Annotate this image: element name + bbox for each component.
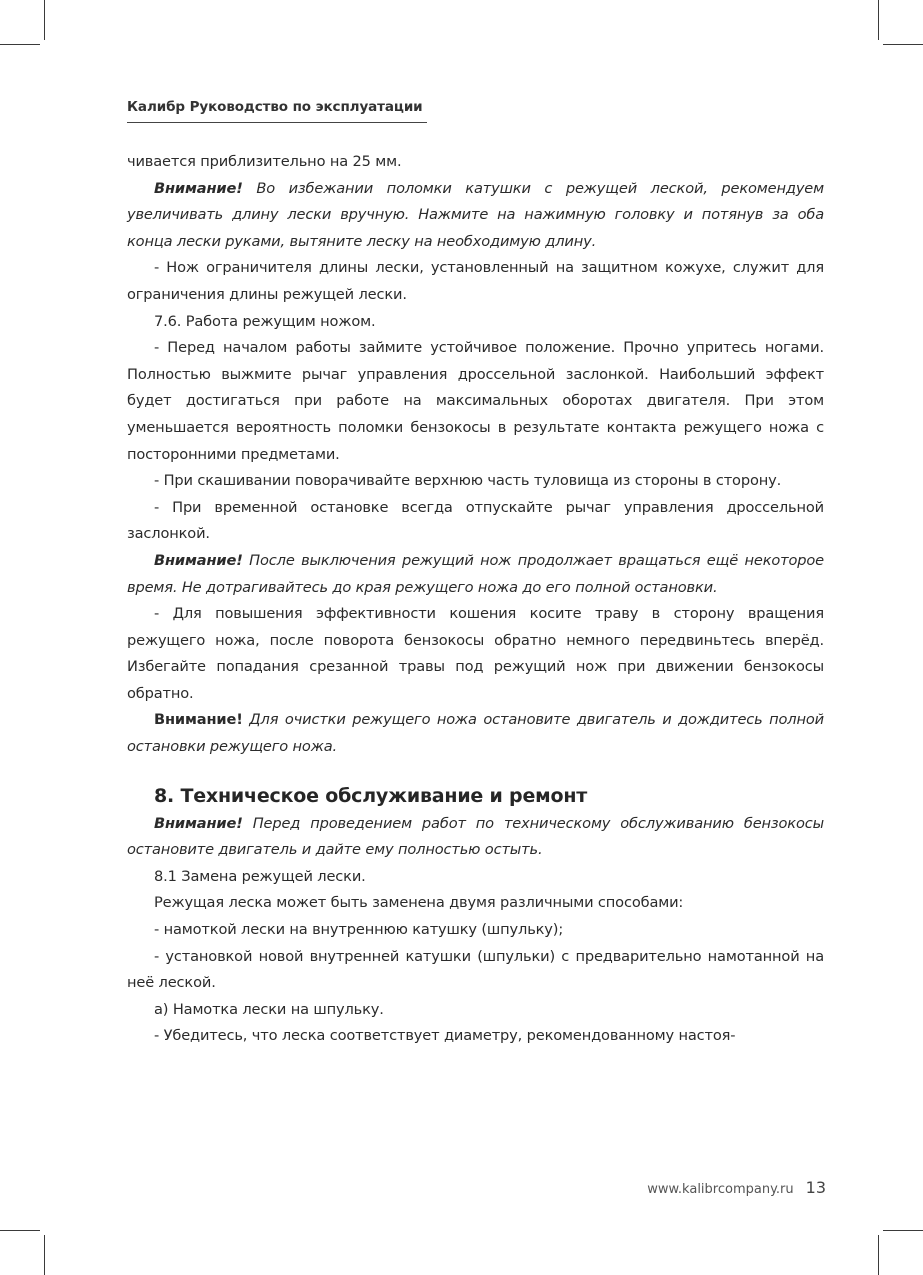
- crop-mark: [44, 0, 45, 40]
- running-header: Калибр Руководство по эксплуатации: [127, 99, 423, 115]
- paragraph: - При скашивании поворачивайте верхнюю часть туловища из стороны в сторону.: [154, 472, 782, 490]
- warning-text: Для очистки режущего ножа остановите двигатель и дождитесь полной остановки режущего ножа.: [127, 711, 824, 756]
- crop-mark: [44, 1235, 45, 1275]
- crop-mark: [0, 44, 40, 45]
- warning-paragraph: [127, 176, 824, 256]
- warning-paragraph: [127, 811, 824, 864]
- crop-mark: [883, 1230, 923, 1231]
- warning-paragraph: [127, 707, 824, 760]
- warning-paragraph: [127, 548, 824, 601]
- paragraph: а) Намотка лески на шпульку.: [154, 1000, 384, 1018]
- paragraph: чивается приблизительно на 25 мм.: [127, 153, 402, 170]
- warning-label: Внимание!: [154, 814, 243, 832]
- list-item: - установкой новой внутренней катушки (шпульки) с предварительно намотанной на неё леской.: [127, 947, 824, 992]
- page-body: [127, 149, 824, 1050]
- paragraph: - Перед началом работы займите устойчивое положение. Прочно упритесь ногами. Полностью выжмите рычаг управления дроссельной заслонкой. Наибольший эффект будет достигаться при работе на максимальных оборотах двигателя. При этом уменьшается вероятность поломки бензокосы в результате контакта режущего ножа с посторонними предметами.: [127, 339, 824, 463]
- list-item: - намоткой лески на внутреннюю катушку (шпульку);: [154, 921, 564, 939]
- paragraph: - Нож ограничителя длины лески, установленный на защитном кожухе, служит для ограничения длины режущей лески.: [127, 259, 824, 303]
- warning-label: Внимание!: [154, 551, 243, 569]
- warning-text: После выключения режущий нож продолжает вращаться ещё некоторое время. Не дотрагивайтесь до края режущего ножа до его полной остановки.: [127, 551, 824, 596]
- website-link[interactable]: www.kalibrcompany.ru: [647, 1182, 794, 1197]
- paragraph: Режущая леска может быть заменена двумя различными способами:: [154, 894, 684, 912]
- subsection-title: 7.6. Работа режущим ножом.: [154, 312, 376, 330]
- crop-mark: [0, 1230, 40, 1231]
- crop-mark: [883, 44, 923, 45]
- warning-text: Перед проведением работ по техническому обслуживанию бензокосы остановите двигатель и дайте ему полностью остыть.: [127, 814, 824, 859]
- warning-label: Внимание!: [154, 711, 243, 729]
- paragraph: - При временной остановке всегда отпускайте рычаг управления дроссельной заслонкой.: [127, 498, 824, 543]
- crop-mark: [878, 1235, 879, 1275]
- warning-text: Во избежании поломки катушки с режущей леской, рекомендуем увеличивать длину лески вручную. Нажмите на нажимную головку и потянув за оба конца лески руками, вытяните леску на необходимую длину.: [127, 179, 824, 250]
- header-rule: [127, 122, 427, 123]
- page-footer: [647, 1178, 826, 1197]
- page-number: 13: [805, 1178, 826, 1197]
- paragraph: - Убедитесь, что леска соответствует диаметру, рекомендованному настоя-: [154, 1027, 736, 1045]
- subsection-title: 8.1 Замена режущей лески.: [154, 867, 366, 885]
- paragraph: - Для повышения эффективности кошения косите траву в сторону вращения режущего ножа, после поворота бензокосы обратно немного передвиньтесь вперёд. Избегайте попадания срезанной травы под режущий нож при движении бензокосы обратно.: [127, 605, 824, 702]
- warning-label: Внимание!: [154, 179, 243, 197]
- section-heading: 8. Техническое обслуживание и ремонт: [154, 784, 588, 807]
- crop-mark: [878, 0, 879, 40]
